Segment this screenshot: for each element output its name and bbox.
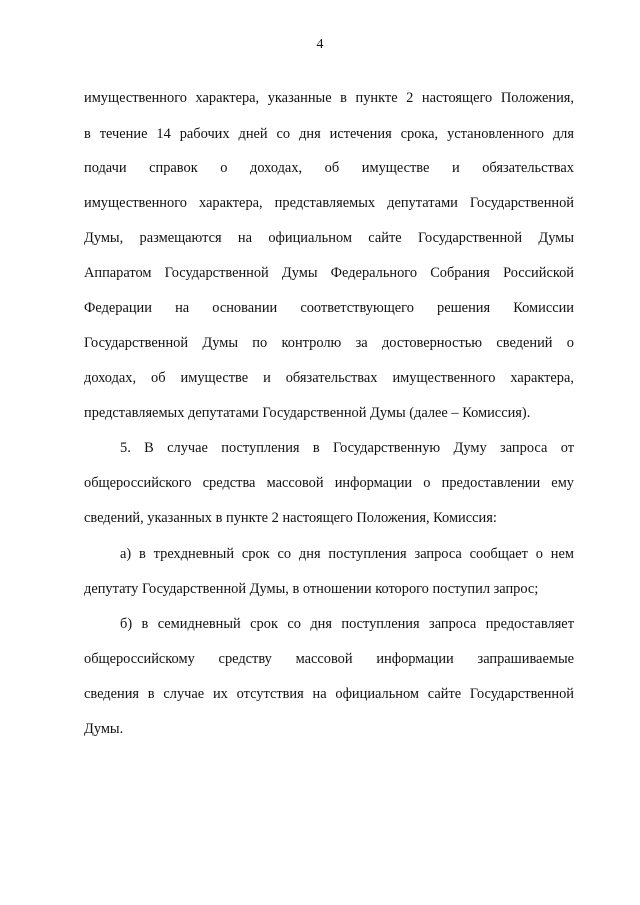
text-line: в течение 14 рабочих дней со дня истечения срока, установленного для: [84, 126, 574, 142]
text-line: подачи справок о доходах, об имуществе и обязательствах: [84, 160, 574, 176]
text-line: сведений, указанных в пункте 2 настоящего Положения, Комиссия:: [84, 510, 497, 526]
text-line: Государственной Думы по контролю за достоверностью сведений о: [84, 335, 574, 351]
text-line: имущественного характера, представляемых депутатами Государственной: [84, 195, 574, 211]
text-line: депутату Государственной Думы, в отношении которого поступил запрос;: [84, 581, 539, 597]
text-line: Думы, размещаются на официальном сайте Государственной Думы: [84, 230, 574, 246]
text-line: общероссийскому средству массовой информации запрашиваемые: [84, 651, 574, 667]
page-number: 4: [316, 37, 324, 52]
text-line: представляемых депутатами Государственной Думы (далее – Комиссия).: [84, 405, 531, 421]
text-line: доходах, об имуществе и обязательствах имущественного характера,: [84, 370, 574, 386]
text-line: б) в семидневный срок со дня поступления запроса предоставляет: [120, 616, 574, 632]
text-line: Федерации на основании соответствующего решения Комиссии: [84, 300, 574, 316]
text-line: общероссийского средства массовой информации о предоставлении ему: [84, 475, 574, 491]
text-line: а) в трехдневный срок со дня поступления запроса сообщает о нем: [120, 546, 574, 562]
text-line: Аппаратом Государственной Думы Федерального Собрания Российской: [84, 265, 574, 281]
text-line: сведения в случае их отсутствия на официальном сайте Государственной: [84, 686, 574, 702]
text-line: 5. В случае поступления в Государственную Думу запроса от: [120, 440, 574, 456]
text-line: имущественного характера, указанные в пункте 2 настоящего Положения,: [84, 90, 574, 106]
text-line: Думы.: [84, 721, 124, 737]
